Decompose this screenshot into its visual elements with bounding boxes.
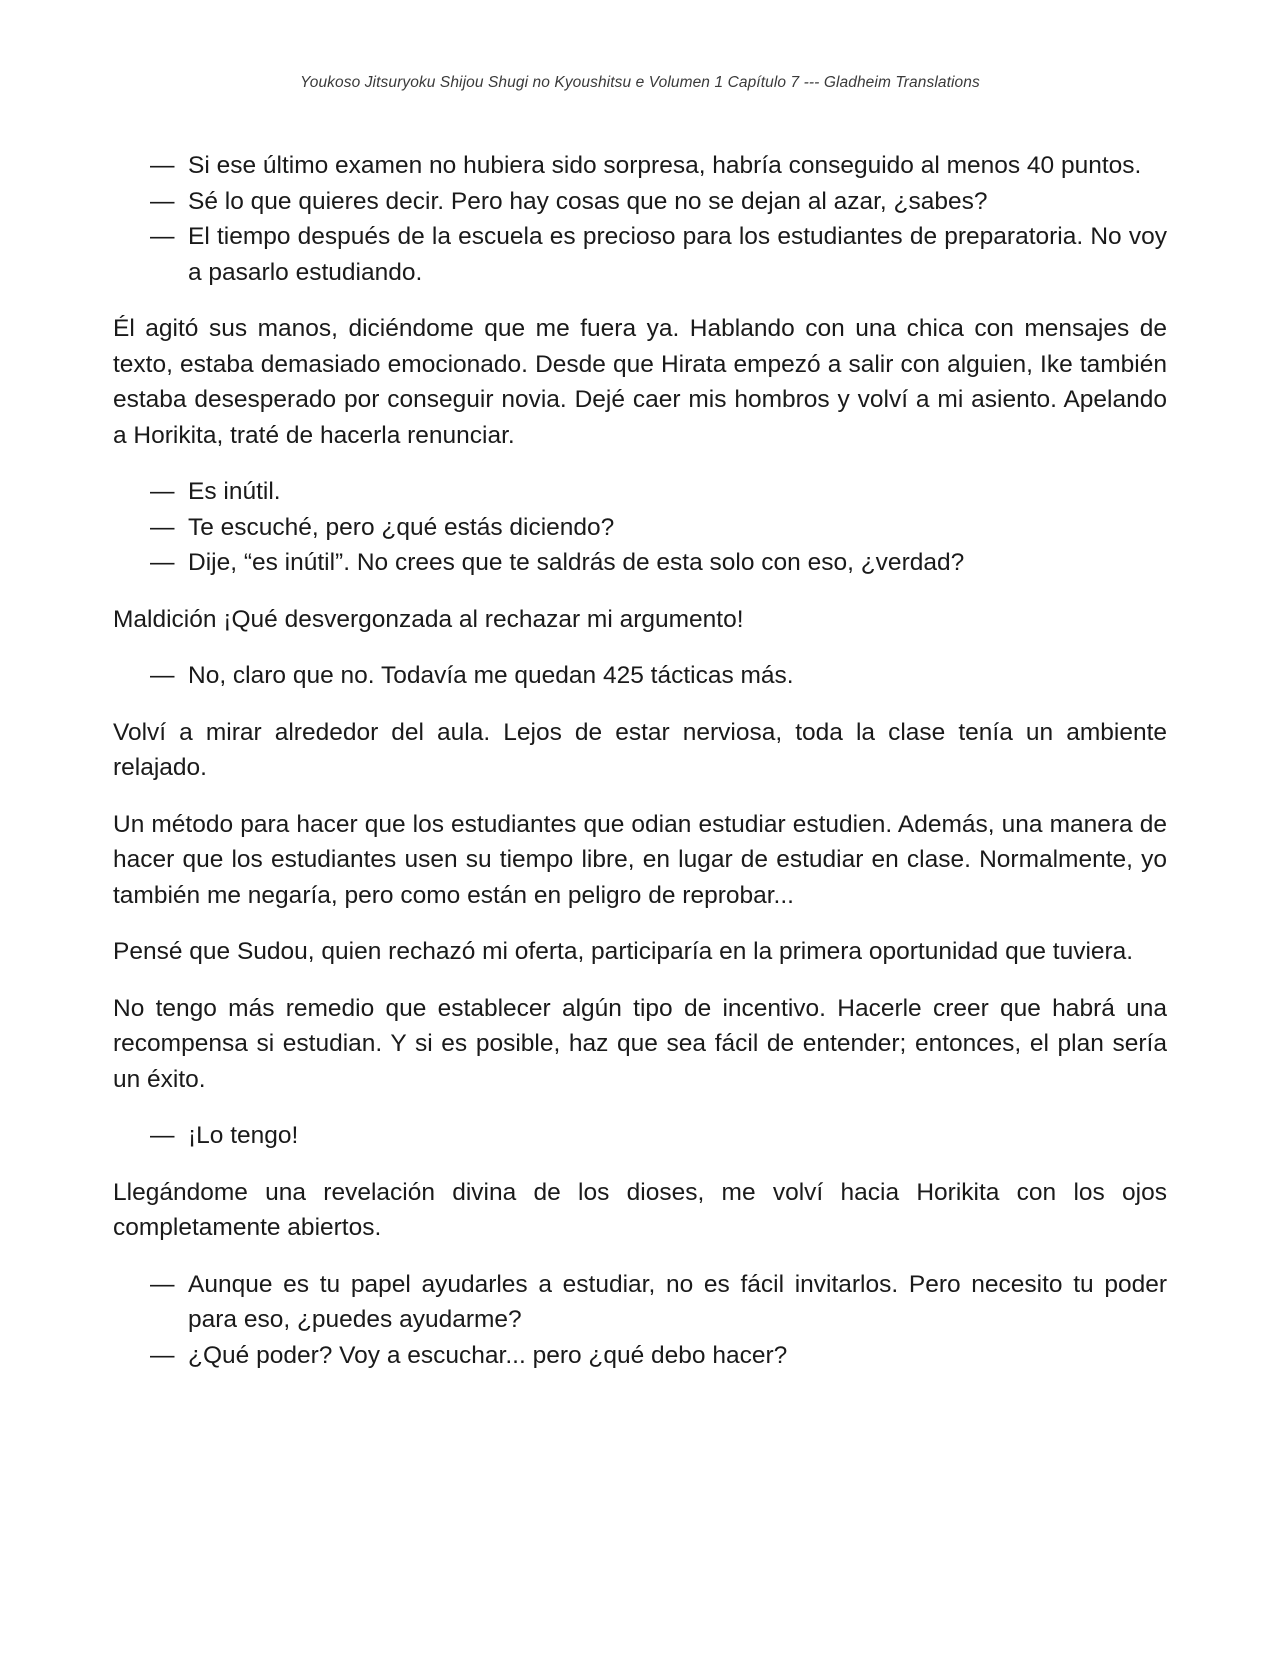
dialogue-group [113,148,1167,290]
dialogue-line: — Si ese último examen no hubiera sido sorpresa, habría conseguido al menos 40 puntos. [188,148,1167,184]
narrative-paragraph: Él agitó sus manos, diciéndome que me fuera ya. Hablando con una chica con mensajes de texto, estaba demasiado emocionado. Desde que Hirata empezó a salir con alguien, Ike también estaba desesperado por conseguir novia. Dejé caer mis hombros y volví a mi asiento. Apelando a Horikita, traté de hacerla renunciar. [113,315,1167,449]
em-dash: — [150,152,175,179]
narrative-paragraph: Pensé que Sudou, quien rechazó mi oferta, participaría en la primera oportunidad que tuviera. [113,938,1134,965]
running-header: Youkoso Jitsuryoku Shijou Shugi no Kyoushitsu e Volumen 1 Capítulo 7 --- Gladheim Translations [300,74,980,91]
narrative-paragraph: Llegándome una revelación divina de los dioses, me volví hacia Horikita con los ojos completamente abiertos. [113,1178,1167,1241]
narrative-paragraph: Maldición ¡Qué desvergonzada al rechazar mi argumento! [113,605,744,633]
dialogue-group [113,1118,1167,1154]
dialogue-line: — Te escuché, pero ¿qué estás diciendo? [188,510,1167,546]
narrative-paragraph: No tengo más remedio que establecer algún tipo de incentivo. Hacerle creer que habrá una recompensa si estudian. Y si es posible, haz que sea fácil de entender; entonces, el plan sería un éxito. [113,994,1167,1093]
narrative-paragraph: Un método para hacer que los estudiantes que odian estudiar estudien. Además, una manera de hacer que los estudiantes usen su tiempo libre, en lugar de estudiar en clase. Normalmente, yo también me negaría, pero como están en peligro de reprobar... [113,810,1167,909]
em-dash: — [150,1270,175,1298]
em-dash: — [150,478,175,505]
em-dash: — [150,223,175,250]
em-dash: — [150,662,175,689]
dialogue-line: — Aunque es tu papel ayudarles a estudiar, no es fácil invitarlos. Pero necesito tu poder para eso, ¿puedes ayudarme? [188,1267,1167,1338]
em-dash: — [150,513,175,541]
dialogue-group [113,474,1167,581]
dialogue-line: — El tiempo después de la escuela es precioso para los estudiantes de preparatoria. No voy a pasarlo estudiando. [188,219,1167,290]
dialogue-line: — No, claro que no. Todavía me quedan 425 tácticas más. [188,658,1167,694]
em-dash: — [150,1341,175,1369]
em-dash: — [150,549,175,576]
dialogue-group [113,658,1167,694]
chapter-body [113,148,1167,1394]
em-dash: — [150,1122,175,1149]
dialogue-group [113,1267,1167,1374]
em-dash: — [150,187,175,215]
dialogue-line: — Es inútil. [188,474,1167,510]
narrative-paragraph: Volví a mirar alrededor del aula. Lejos de estar nerviosa, toda la clase tenía un ambiente relajado. [113,718,1167,781]
dialogue-line: — Dije, “es inútil”. No crees que te saldrás de esta solo con eso, ¿verdad? [188,545,1167,581]
dialogue-line: — Sé lo que quieres decir. Pero hay cosas que no se dejan al azar, ¿sabes? [188,184,1167,220]
dialogue-line: — ¿Qué poder? Voy a escuchar... pero ¿qué debo hacer? [188,1338,1167,1374]
dialogue-line: — ¡Lo tengo! [188,1118,1167,1154]
